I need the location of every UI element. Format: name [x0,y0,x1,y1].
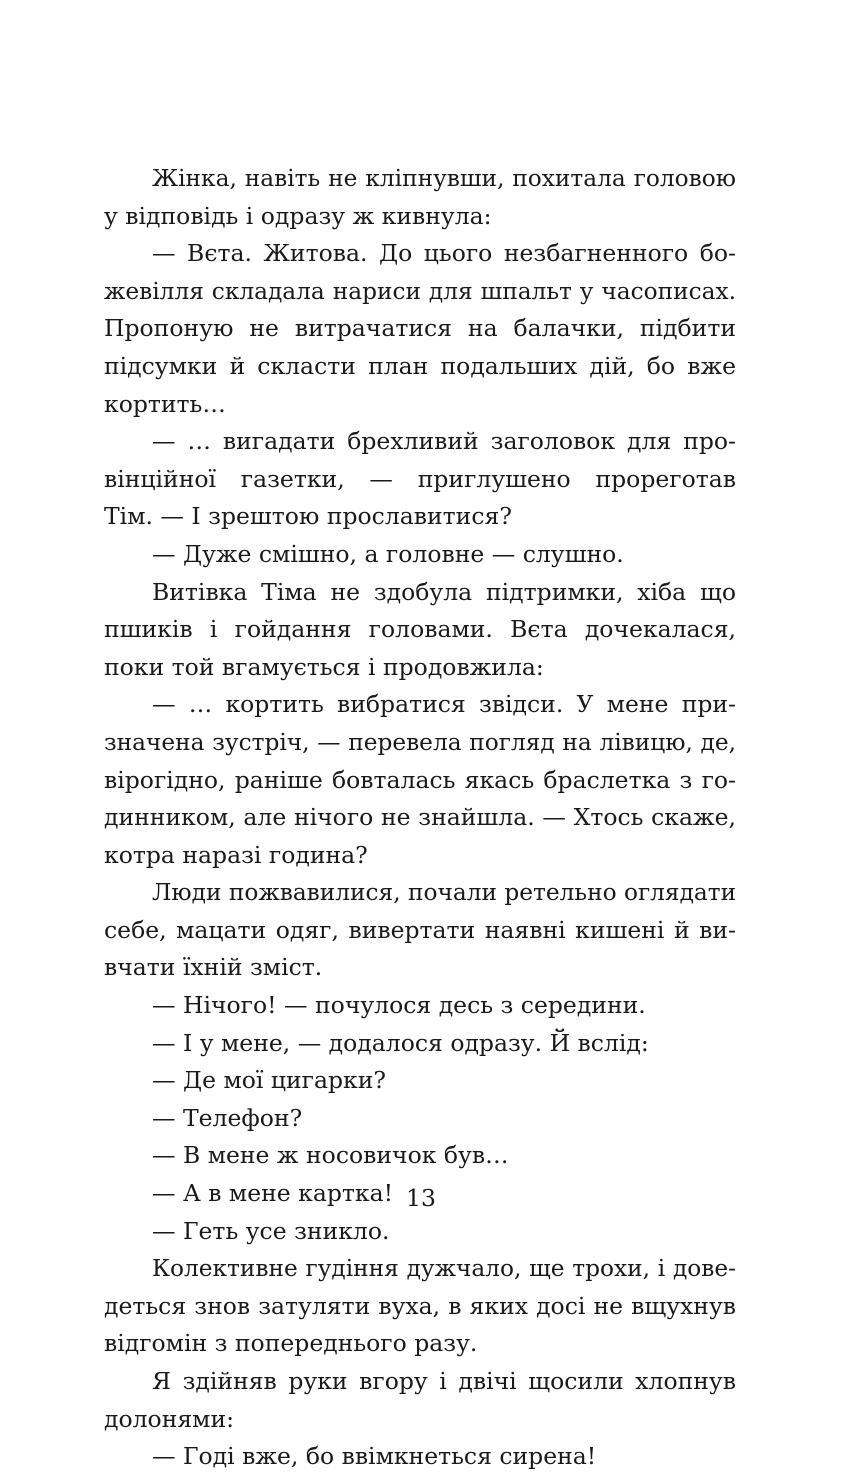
text-line: Я здійняв руки вгору і двічі щосили хлопнув [152,1367,736,1395]
text-line: деться знов затуляти вуха, в яких досі не вщухнув [104,1291,736,1320]
text-line: — … кортить вибратися звідси. У мене при- [152,690,736,719]
text-line: — Дуже смішно, а головне — слушно. [152,539,624,568]
text-line: котра наразі година? [104,840,368,869]
text-line: Витівка Тіма не здобула підтримки, хіба що [152,577,736,606]
text-line: вчати їхній зміст. [104,953,323,982]
text-line: значена зустріч, — перевела погляд на лівицю, де, [104,728,736,756]
text-line: — Телефон? [152,1103,303,1132]
text-line: Жінка, навіть не кліпнувши, похитала головою [152,165,736,192]
text-line: у відповідь і одразу ж кивнула: [104,201,492,230]
text-line: кортить… [104,389,226,418]
text-line: долонями: [104,1404,235,1433]
text-line: — Де мої цигарки? [152,1066,386,1095]
text-line: відгомін з попереднього разу. [104,1329,478,1358]
text-line: — В мене ж носовичок був… [152,1141,509,1170]
text-line: Колективне гудіння дужчало, ще трохи, і дове- [152,1255,736,1283]
text-line: — І у мене, — додалося одразу. Й вслід: [152,1028,649,1057]
text-line: — Нічого! — почулося десь з середини. [152,991,646,1020]
text-line: — Геть усе зникло. [152,1216,390,1245]
text-line: — А в мене картка! [152,1179,394,1208]
text-line: динником, але нічого не знайшла. — Хтось скаже, [104,803,736,832]
body-text [104,160,736,1476]
text-line: поки той вгамується і продовжила: [104,652,544,681]
text-line: — Годі вже, бо ввімкнеться сирена! [152,1442,597,1471]
text-line: вінційної газетки, — приглушено прореготав [104,464,736,493]
page-number: 13 [406,1184,436,1212]
text-line: підсумки й скласти план подальших дій, бо вже [104,351,736,380]
text-line: себе, мацати одяг, вивертати наявні кишені й ви- [104,915,736,944]
text-line: Люди пожвавилися, почали ретельно оглядати [152,879,737,907]
text-line: жевілля складала нариси для шпальт у часописах. [104,277,736,305]
text-line: Пропоную не витрачатися на балачки, підбити [104,314,736,343]
text-line: Тім. — І зрештою прославитися? [104,502,512,531]
text-line: пшиків і гойдання головами. Вєта дочекалася, [104,615,736,644]
text-line: — … вигадати брехливий заголовок для про- [152,427,736,456]
text-line: — Вєта. Житова. До цього незбагненного бо- [152,239,736,268]
text-line: вірогідно, раніше бовталась якась браслетка з го- [104,765,736,794]
